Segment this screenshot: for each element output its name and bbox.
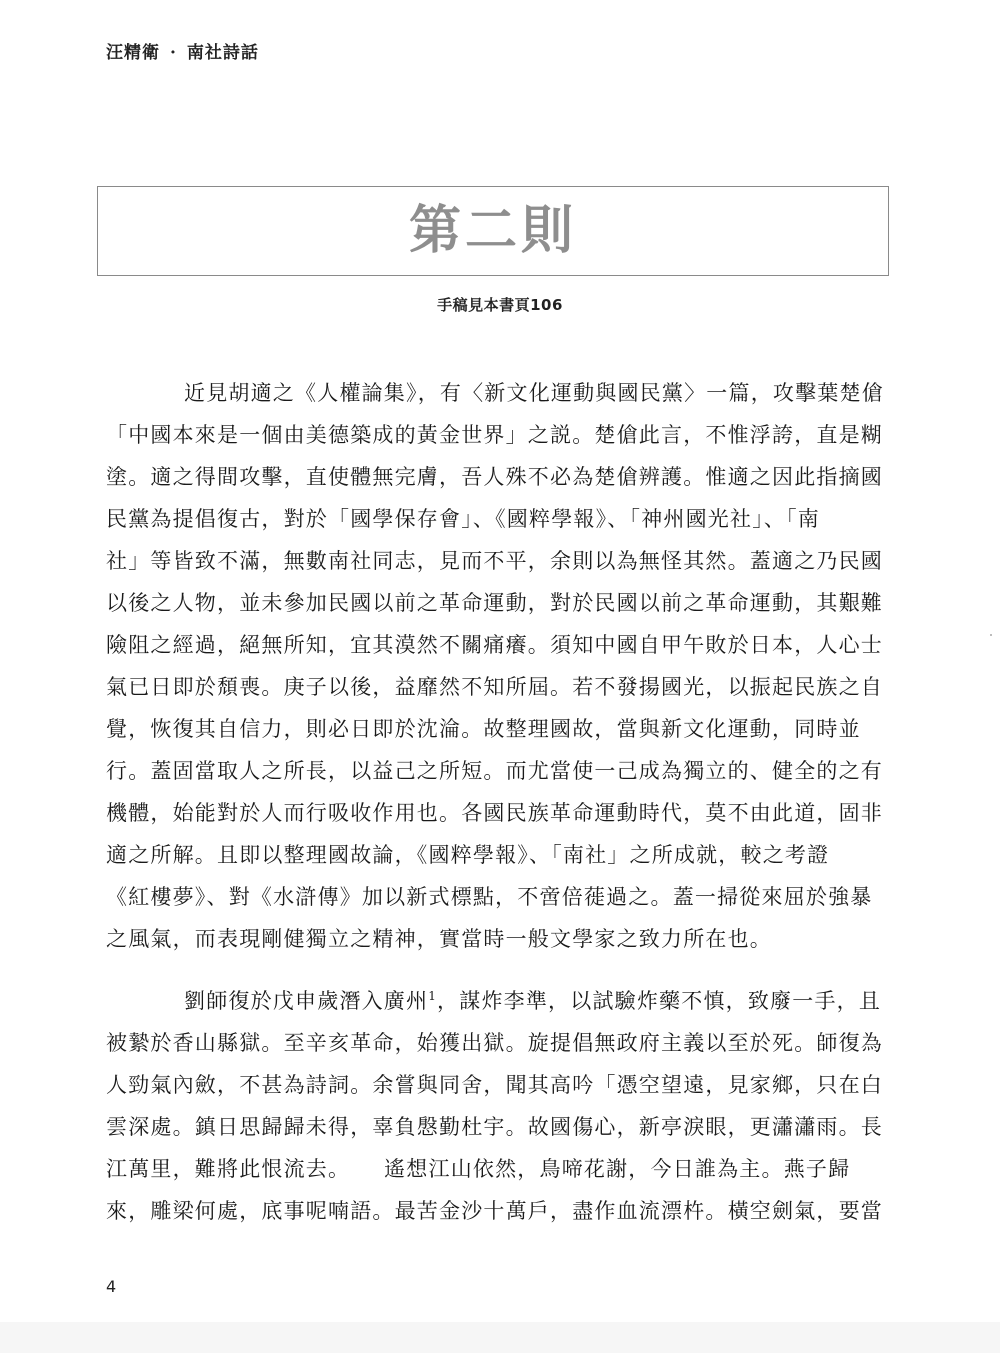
- text-line: 被縶於香山縣獄。至辛亥革命，始獲出獄。旋提倡無政府主義以至於死。師復為: [106, 1031, 883, 1055]
- running-head-author: 汪精衛: [106, 43, 160, 63]
- text-line: 「中國本來是一個由美德築成的黃金世界」之説。楚傖此言，不惟浮誇，直是糊: [106, 423, 883, 447]
- paragraph-gap: [106, 960, 886, 980]
- text-line: 社」等皆致不滿，無數南社同志，見而不平，余則以為無怪其然。蓋適之乃民國: [106, 549, 883, 573]
- text-line-with-footnote: [106, 980, 886, 1022]
- text-line: 之風氣，而表現剛健獨立之精神，實當時一般文學家之致力所在也。: [106, 927, 772, 951]
- text-line: 塗。適之得間攻擊，直使體無完膚，吾人殊不必為楚傖辨護。惟適之因此指摘國: [106, 465, 883, 489]
- running-head: [106, 38, 259, 63]
- scan-bottom-edge: [0, 1322, 1000, 1353]
- chapter-title: 第二則: [408, 200, 577, 261]
- chapter-title-box: [97, 186, 889, 276]
- text-line: 江萬里，難將此恨流去。 遙想江山依然，鳥啼花謝，今日誰為主。燕子歸: [106, 1157, 851, 1181]
- paragraph-1: [106, 372, 886, 960]
- text-line: 人勁氣內斂，不甚為詩詞。余嘗與同舍，聞其高吟「憑空望遠，見家鄉，只在白: [106, 1073, 883, 1097]
- text-line: 《紅樓夢》、對《水滸傳》加以新式標點，不啻倍蓰過之。蓋一掃從來屈於強暴: [106, 885, 873, 909]
- footnote-reference[interactable]: 1: [428, 989, 438, 1003]
- page-number: 4: [106, 1277, 117, 1296]
- margin-speck: [990, 634, 992, 636]
- text-segment: 劉師復於戊申歲潛入廣州: [184, 989, 429, 1013]
- body-text: [106, 372, 886, 1232]
- text-line: 行。蓋固當取人之所長，以益己之所短。而尤當使一己成為獨立的、健全的之有: [106, 759, 883, 783]
- text-line: 機體，始能對於人而行吸收作用也。各國民族革命運動時代，莫不由此道，固非: [106, 801, 883, 825]
- text-line: 以後之人物，並未參加民國以前之革命運動，對於民國以前之革命運動，其艱難: [106, 591, 883, 615]
- text-line: 險阻之經過，絕無所知，宜其漠然不關痛癢。須知中國自甲午敗於日本，人心士: [106, 633, 883, 657]
- text-line: 民黨為提倡復古，對於「國學保存會」、《國粹學報》、「神州國光社」、「南: [106, 507, 820, 531]
- text-line: 覺，恢復其自信力，則必日即於沈淪。故整理國故，當與新文化運動，同時並: [106, 717, 861, 741]
- running-head-separator: ·: [170, 43, 177, 63]
- text-line: 來，雕梁何處，底事呢喃語。最苦金沙十萬戶，盡作血流漂杵。橫空劍氣，要當: [106, 1199, 883, 1223]
- running-head-book-title: 南社詩話: [186, 43, 259, 63]
- text-line: 適之所解。且即以整理國故論，《國粹學報》、「南社」之所成就，較之考證: [106, 843, 830, 867]
- paragraph-2: [106, 980, 886, 1232]
- manuscript-reference-note: 手稿見本書頁106: [437, 296, 563, 314]
- text-line: 近見胡適之《人權論集》，有〈新文化運動與國民黨〉一篇，攻擊葉楚傖: [184, 381, 884, 405]
- text-segment: ，謀炸李準，以試驗炸藥不慎，致廢一手，且: [437, 989, 882, 1013]
- text-line: 氣已日即於頹喪。庚子以後，益靡然不知所屆。若不發揚國光，以振起民族之自: [106, 675, 883, 699]
- text-line: 雲深處。鎮日思歸歸未得，辜負慇勤杜宇。故國傷心，新亭淚眼，更瀟瀟雨。長: [106, 1115, 883, 1139]
